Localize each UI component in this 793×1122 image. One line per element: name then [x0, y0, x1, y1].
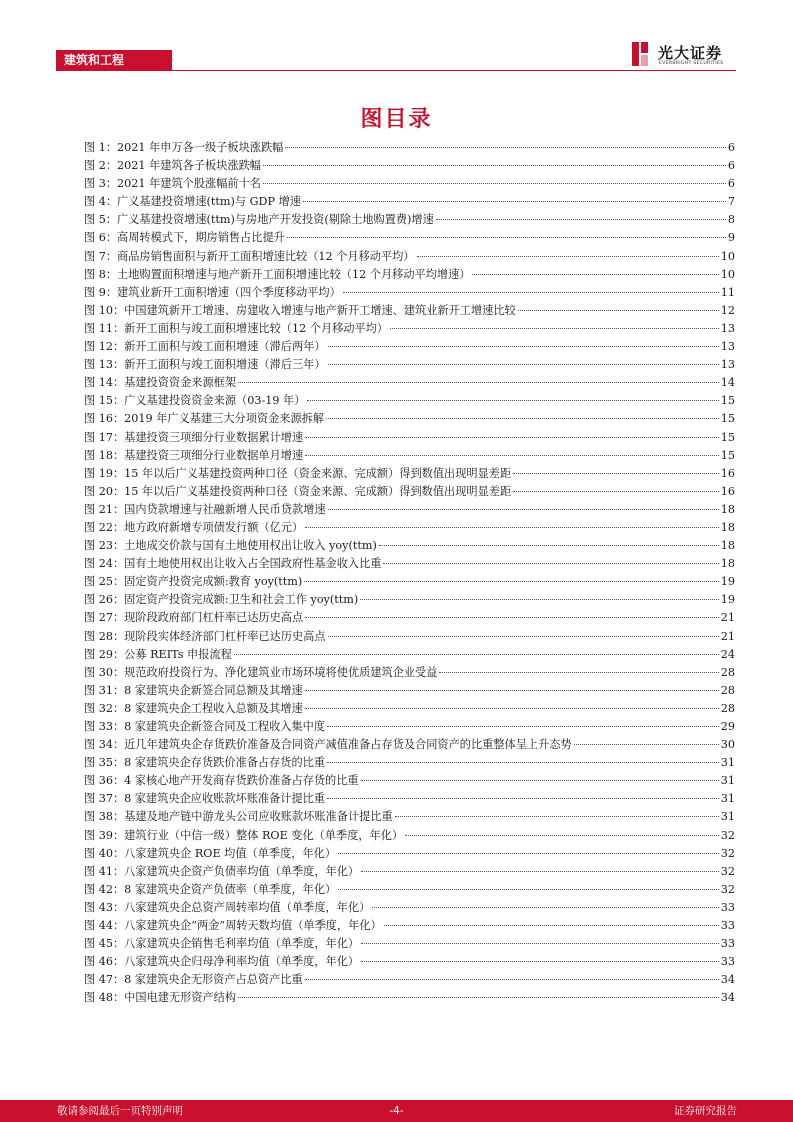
toc-leader-dots	[372, 907, 718, 908]
toc-leader-dots	[361, 943, 719, 944]
toc-entry-page: 21	[720, 611, 735, 625]
toc-entry[interactable]	[84, 863, 735, 881]
toc-entry-label: 图 26：固定资产投资完成额:卫生和社会工作 yoy(ttm)	[84, 593, 359, 607]
toc-leader-dots	[395, 816, 719, 817]
toc-leader-dots	[472, 274, 718, 275]
toc-entry-page: 18	[720, 539, 735, 553]
toc-entry-page: 28	[720, 701, 735, 715]
toc-entry-page: 30	[720, 738, 735, 752]
toc-leader-dots	[343, 292, 719, 293]
toc-entry[interactable]	[84, 772, 735, 790]
toc-entry-page: 18	[720, 557, 735, 571]
toc-leader-dots	[390, 328, 719, 329]
toc-entry-label: 图 23：土地成交价款与国有土地使用权出让收入 yoy(ttm)	[84, 539, 377, 553]
toc-entry-label: 图 2：2021 年建筑各子板块涨跌幅	[84, 159, 261, 173]
toc-entry-label: 图 25：固定资产投资完成额:教育 yoy(ttm)	[84, 575, 303, 589]
toc-leader-dots	[383, 563, 718, 564]
toc-entry-page: 19	[720, 575, 735, 589]
toc-leader-dots	[327, 762, 719, 763]
toc-entry-label: 图 30：规范政府投资行为、净化建筑业市场环境将使优质建筑企业受益	[84, 665, 438, 679]
toc-entry-label: 图 36：4 家核心地产开发商存货跌价准备占存货的比重	[84, 774, 359, 788]
toc-entry-page: 28	[720, 683, 735, 697]
toc-entry-page: 31	[720, 756, 735, 770]
toc-entry-page: 32	[720, 864, 735, 878]
toc-entry-label: 图 9：建筑业新开工面积增速（四个季度移动平均）	[84, 285, 341, 299]
toc-entry-page: 33	[720, 919, 735, 933]
toc-entry[interactable]	[84, 827, 735, 845]
toc-leader-dots	[303, 201, 726, 202]
toc-entry-page: 13	[720, 321, 735, 335]
toc-entry-label: 图 46：八家建筑央企归母净利率均值（单季度，年化）	[84, 955, 360, 969]
toc-leader-dots	[327, 726, 719, 727]
toc-entry-label: 图 14：基建投资资金来源框架	[84, 376, 237, 390]
toc-entry-page: 15	[720, 448, 735, 462]
toc-entry-label: 图 43：八家建筑央企总资产周转率均值（单季度，年化）	[84, 900, 371, 914]
toc-entry-label: 图 6：高周转模式下，期房销售占比提升	[84, 231, 285, 245]
toc-entry-page: 15	[720, 394, 735, 408]
toc-entry[interactable]	[84, 808, 735, 826]
everbright-logo-icon	[630, 40, 650, 68]
toc-entry[interactable]	[84, 175, 735, 193]
toc-leader-dots	[238, 997, 719, 998]
toc-entry[interactable]	[84, 392, 735, 410]
toc-entry[interactable]	[84, 845, 735, 863]
toc-entry[interactable]	[84, 555, 735, 573]
toc-entry-page: 18	[720, 520, 735, 534]
toc-entry[interactable]	[84, 754, 735, 772]
toc-entry-label: 图 13：新开工面积与竣工面积增速（滞后三年）	[84, 358, 326, 372]
toc-entry[interactable]	[84, 465, 735, 483]
footer-disclaimer: 敬请参阅最后一页特别声明	[57, 1105, 183, 1117]
toc-leader-dots	[338, 889, 719, 890]
toc-entry-page: 10	[720, 249, 735, 263]
toc-entry-page: 14	[720, 376, 735, 390]
toc-leader-dots	[384, 925, 719, 926]
toc-leader-dots	[405, 835, 719, 836]
toc-entry-page: 15	[720, 430, 735, 444]
toc-entry-label: 图 48：中国电建无形资产结构	[84, 991, 237, 1005]
toc-entry-page: 9	[727, 231, 735, 245]
toc-leader-dots	[305, 708, 719, 709]
toc-entry-page: 16	[720, 484, 735, 498]
toc-entry-page: 29	[720, 720, 735, 733]
toc-entry-page: 32	[720, 882, 735, 896]
toc-leader-dots	[417, 256, 719, 257]
toc-entry-page: 18	[720, 502, 735, 516]
toc-entry[interactable]	[84, 790, 735, 808]
toc-entry[interactable]	[84, 139, 735, 157]
toc-entry-label: 图 29：公募 REITs 申报流程	[84, 647, 232, 661]
toc-entry[interactable]	[84, 157, 735, 175]
page-title: 图目录	[360, 107, 433, 132]
toc-leader-dots	[513, 473, 719, 474]
toc-entry[interactable]	[84, 501, 735, 519]
toc-leader-dots	[360, 599, 719, 600]
toc-entry-label: 图 44：八家建筑央企“两金”周转天数均值（单季度，年化）	[84, 919, 382, 933]
toc-entry-label: 图 10：中国建筑新开工增速、房建收入增速与地产新开工增速、建筑业新开工增速比较	[84, 303, 516, 317]
toc-entry-page: 6	[727, 159, 735, 173]
toc-entry-label: 图 16：2019 年广义基建三大分项资金来源拆解	[84, 412, 325, 426]
toc-entry-label: 图 41：八家建筑央企资产负债率均值（单季度，年化）	[84, 864, 360, 878]
toc-entry-page: 31	[720, 792, 735, 806]
toc-entry-page: 34	[720, 991, 735, 1005]
toc-entry-page: 13	[720, 358, 735, 372]
toc-entry-page: 7	[727, 195, 735, 209]
toc-entry-label: 图 27：现阶段政府部门杠杆率已达历史高点	[84, 611, 304, 625]
toc-entry-page: 28	[720, 665, 735, 679]
toc-entry-label: 图 40：八家建筑央企 ROE 均值（单季度，年化）	[84, 846, 337, 860]
toc-leader-dots	[338, 853, 719, 854]
toc-entry[interactable]	[84, 718, 735, 736]
toc-entry[interactable]	[84, 338, 735, 356]
toc-entry[interactable]	[84, 410, 735, 428]
toc-entry[interactable]	[84, 881, 735, 899]
toc-entry-page: 21	[720, 629, 735, 643]
toc-leader-dots	[305, 527, 719, 528]
toc-entry-label: 图 15：广义基建投资资金来源（03-19 年）	[84, 394, 306, 408]
toc-entry[interactable]	[84, 899, 735, 917]
toc-entry-label: 图 17：基建投资三项细分行业数据累计增速	[84, 430, 304, 444]
toc-entry-page: 33	[720, 900, 735, 914]
toc-entry-page: 33	[720, 955, 735, 969]
toc-entry-label: 图 45：八家建筑央企销售毛利率均值（单季度，年化）	[84, 937, 360, 951]
toc-leader-dots	[326, 418, 719, 419]
toc-entry-page: 11	[720, 285, 735, 299]
toc-entry[interactable]	[84, 229, 735, 247]
toc-leader-dots	[307, 400, 718, 401]
toc-entry-page: 31	[720, 810, 735, 824]
toc-leader-dots	[234, 654, 719, 655]
toc-entry-label: 图 24：国有土地使用权出让收入占全国政府性基金收入比重	[84, 557, 382, 571]
toc-leader-dots	[513, 491, 719, 492]
toc-leader-dots	[285, 147, 726, 148]
toc-entry[interactable]	[84, 628, 735, 646]
toc-leader-dots	[305, 437, 719, 438]
toc-leader-dots	[305, 617, 719, 618]
toc-entry-page: 10	[720, 267, 735, 281]
toc-leader-dots	[263, 165, 726, 166]
toc-entry-label: 图 38：基建及地产链中游龙头公司应收账款坏账准备计提比重	[84, 810, 393, 824]
toc-entry-label: 图 28：现阶段实体经济部门杠杆率已达历史高点	[84, 629, 326, 643]
toc-entry-label: 图 12：新开工面积与竣工面积增速（滞后两年）	[84, 340, 326, 354]
toc-entry-page: 31	[720, 774, 735, 788]
logo-text-cn: 光大证券	[658, 44, 723, 62]
toc-entry[interactable]	[84, 374, 735, 392]
toc-entry-label: 图 11：新开工面积与竣工面积增速比较（12 个月移动平均）	[84, 321, 389, 335]
toc-entry[interactable]	[84, 736, 735, 754]
toc-entry-label: 图 22：地方政府新增专项债发行额（亿元）	[84, 520, 304, 534]
toc-entry[interactable]	[84, 917, 735, 935]
toc-entry[interactable]	[84, 971, 735, 989]
toc-leader-dots	[436, 219, 726, 220]
figure-table-of-contents	[84, 139, 735, 1008]
toc-leader-dots	[287, 237, 726, 238]
toc-entry[interactable]	[84, 700, 735, 718]
toc-entry-label: 图 33：8 家建筑央企新签合同及工程收入集中度	[84, 720, 326, 733]
brand-logo	[630, 40, 740, 70]
toc-entry-label: 图 8：土地购置面积增速与地产新开工面积增速比较（12 个月移动平均增速）	[84, 267, 471, 281]
toc-leader-dots	[361, 961, 719, 962]
toc-entry-label: 图 3：2021 年建筑个股涨幅前十名	[84, 177, 261, 191]
toc-entry-page: 6	[727, 141, 735, 154]
toc-leader-dots	[328, 364, 719, 365]
toc-leader-dots	[518, 310, 719, 311]
toc-entry-page: 33	[720, 937, 735, 951]
toc-leader-dots	[304, 581, 718, 582]
footer-bar	[0, 1100, 793, 1122]
toc-entry[interactable]	[84, 248, 735, 266]
toc-entry-label: 图 21：国内贷款增速与社融新增人民币贷款增速	[84, 502, 326, 516]
toc-entry-label: 图 37：8 家建筑央企应收账款坏账准备计提比重	[84, 792, 326, 806]
toc-entry[interactable]	[84, 537, 735, 555]
toc-entry-label: 图 34：近几年建筑央企存货跌价准备及合同资产减值准备占存货及合同资产的比重整体呈上升态势	[84, 738, 572, 752]
toc-entry-label: 图 19：15 年以后广义基建投资两种口径（资金来源、完成额）得到数值出现明显差距	[84, 466, 512, 480]
toc-entry[interactable]	[84, 935, 735, 953]
toc-entry[interactable]	[84, 211, 735, 229]
toc-entry[interactable]	[84, 591, 735, 609]
toc-entry[interactable]	[84, 646, 735, 664]
toc-leader-dots	[361, 871, 719, 872]
toc-entry-label: 图 47：8 家建筑央企无形资产占总资产比重	[84, 973, 303, 987]
toc-entry[interactable]	[84, 989, 735, 1007]
toc-leader-dots	[439, 672, 718, 673]
toc-entry-page: 12	[720, 303, 735, 317]
toc-entry[interactable]	[84, 193, 735, 211]
toc-leader-dots	[327, 798, 719, 799]
toc-entry[interactable]	[84, 682, 735, 700]
toc-entry[interactable]	[84, 266, 735, 284]
toc-leader-dots	[328, 346, 719, 347]
toc-leader-dots	[379, 545, 719, 546]
toc-leader-dots	[361, 780, 719, 781]
section-tag: 建筑和工程	[56, 50, 172, 70]
toc-entry[interactable]	[84, 609, 735, 627]
toc-leader-dots	[263, 183, 726, 184]
toc-leader-dots	[238, 382, 719, 383]
toc-leader-dots	[305, 979, 719, 980]
toc-entry-label: 图 35：8 家建筑央企存货跌价准备占存货的比重	[84, 756, 326, 770]
toc-entry-label: 图 4：广义基建投资增速(ttm)与 GDP 增速	[84, 195, 301, 209]
toc-entry[interactable]	[84, 483, 735, 501]
toc-entry-page: 15	[720, 412, 735, 426]
toc-entry-label: 图 42：8 家建筑央企资产负债率（单季度，年化）	[84, 882, 337, 896]
toc-entry[interactable]	[84, 573, 735, 591]
toc-entry[interactable]	[84, 664, 735, 682]
toc-leader-dots	[305, 690, 719, 691]
toc-entry-page: 34	[720, 973, 735, 987]
toc-entry-label: 图 31：8 家建筑央企新签合同总额及其增速	[84, 683, 303, 697]
header-divider	[56, 70, 736, 71]
footer-report-type: 证券研究报告	[674, 1105, 737, 1117]
toc-entry-page: 19	[720, 593, 735, 607]
toc-entry-label: 图 20：15 年以后广义基建投资两种口径（资金来源、完成额）得到数值出现明显差距	[84, 484, 512, 498]
toc-entry-label: 图 39：建筑行业（中信一级）整体 ROE 变化（单季度，年化）	[84, 828, 404, 842]
toc-entry[interactable]	[84, 447, 735, 465]
toc-entry-page: 8	[727, 213, 735, 227]
toc-entry[interactable]	[84, 356, 735, 374]
toc-leader-dots	[328, 636, 719, 637]
toc-entry-label: 图 7：商品房销售面积与新开工面积增速比较（12 个月移动平均）	[84, 249, 415, 263]
toc-entry-page: 6	[727, 177, 735, 191]
toc-entry-page: 13	[720, 340, 735, 354]
toc-leader-dots	[328, 509, 719, 510]
toc-entry-page: 32	[720, 828, 735, 842]
toc-entry-label: 图 1：2021 年申万各一级子板块涨跌幅	[84, 141, 284, 154]
toc-leader-dots	[574, 744, 719, 745]
page-number: -4-	[389, 1105, 404, 1117]
toc-entry[interactable]	[84, 429, 735, 447]
toc-entry[interactable]	[84, 953, 735, 971]
toc-entry-label: 图 18：基建投资三项细分行业数据单月增速	[84, 448, 304, 462]
toc-entry[interactable]	[84, 519, 735, 537]
logo-text-en: EVERBRIGHT SECURITIES	[659, 61, 724, 66]
toc-entry[interactable]	[84, 320, 735, 338]
toc-entry-page: 32	[720, 846, 735, 860]
toc-entry-page: 24	[720, 647, 735, 661]
toc-entry-label: 图 32：8 家建筑央企工程收入总额及其增速	[84, 701, 303, 715]
toc-leader-dots	[305, 455, 719, 456]
toc-entry-label: 图 5：广义基建投资增速(ttm)与房地产开发投资(剔除土地购置费)增速	[84, 213, 434, 227]
toc-entry-page: 16	[720, 466, 735, 480]
toc-entry[interactable]	[84, 302, 735, 320]
toc-entry[interactable]	[84, 284, 735, 302]
